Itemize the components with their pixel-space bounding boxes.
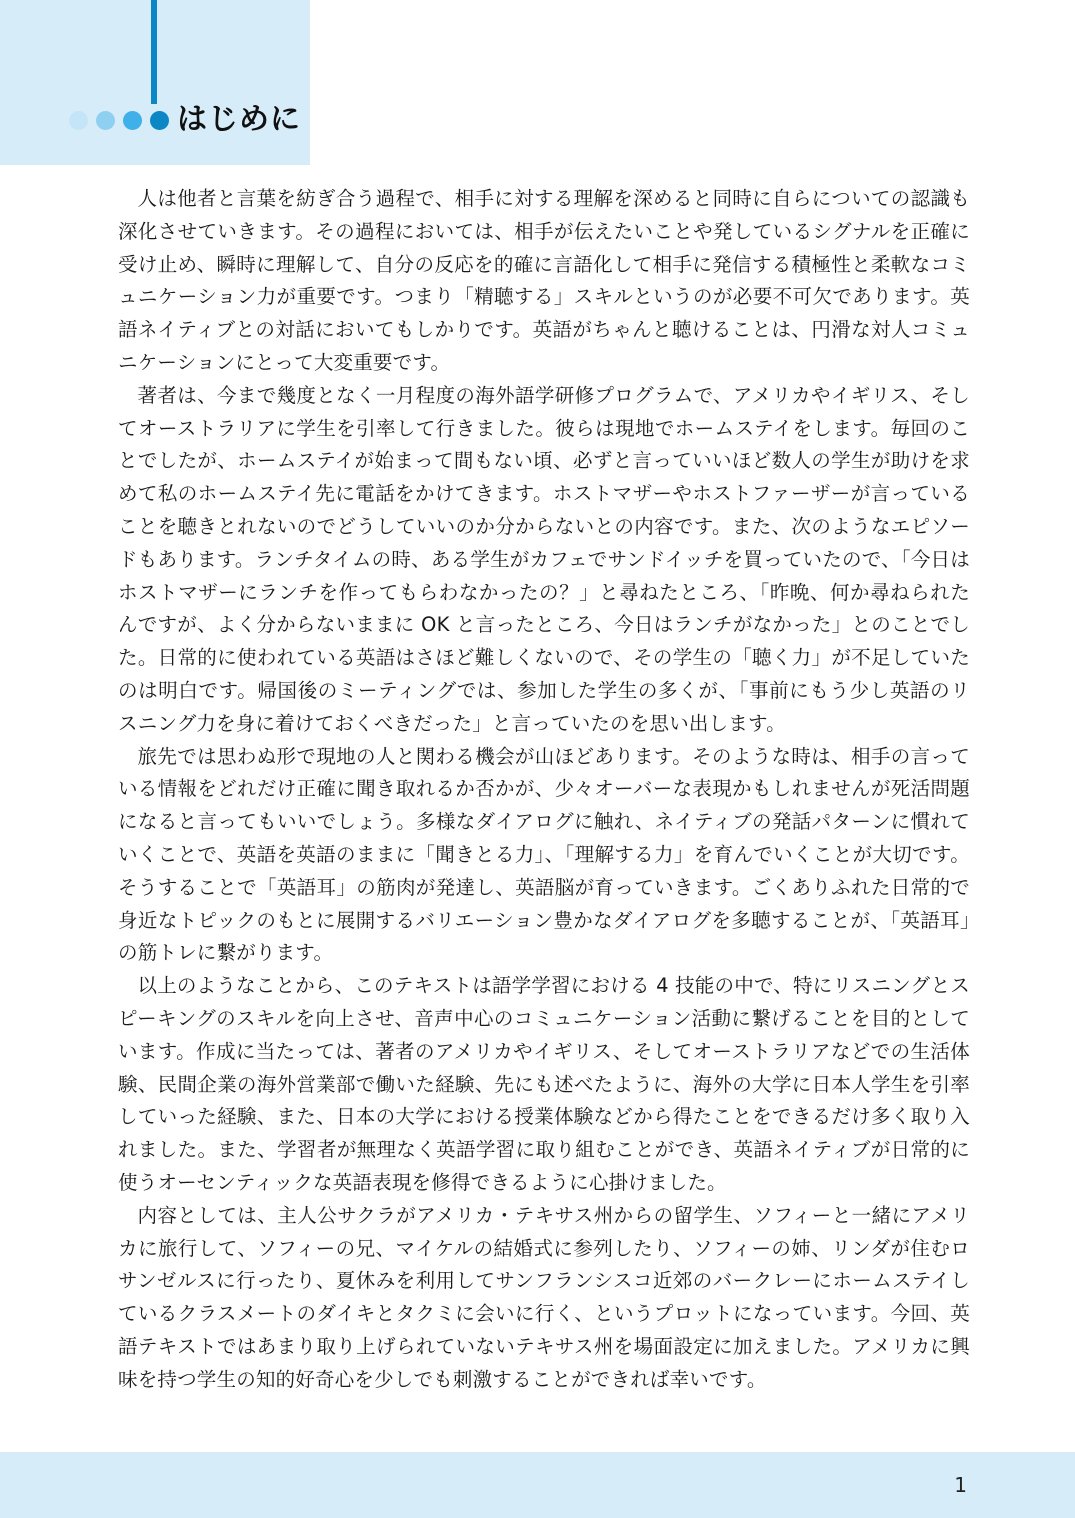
header-dot-3 — [123, 111, 142, 130]
paragraph: 内容としては、主人公サクラがアメリカ・テキサス州からの留学生、ソフィーと一緒にアメリカに旅行して、ソフィーの兄、マイケルの結婚式に参列したり、ソフィーの姉、リンダが住むロサンゼルスに行ったり、夏休みを利用してサンフランシスコ近郊のバークレーにホームステイしているクラスメートのダイキとタクミに会いに行く、というプロットになっています。今回、英語テキストではあまり取り上げられていないテキサス州を場面設定に加えました。アメリカに興味を持つ学生の知的好奇心を少しでも刺激することができれば幸いです。 — [118, 1203, 970, 1391]
paragraph: 以上のようなことから、このテキストは語学学習における 4 技能の中で、特にリスニングとスピーキングのスキルを向上させ、音声中心のコミュニケーション活動に繋げることを目的としています。作成に当たっては、著者のアメリカやイギリス、そしてオーストラリアなどでの生活体験、民間企業の海外営業部で働いた経験、先にも述べたように、海外の大学に日本人学生を引率していった経験、また、日本の大学における授業体験などから得たことをできるだけ多く取り入れました。また、学習者が無理なく英語学習に取り組むことができ、英語ネイティブが日常的に使うオーセンティックな英語表現を修得できるように心掛けました。 — [118, 974, 970, 1194]
page-title: はじめに — [177, 102, 301, 137]
header-dots — [69, 111, 169, 131]
paragraph: 旅先では思わぬ形で現地の人と関わる機会が山ほどあります。そのような時は、相手の言っている情報をどれだけ正確に聞き取れるか否かが、少々オーバーな表現かもしれませんが死活問題になると言ってもいいでしょう。多様なダイアログに触れ、ネイティブの発話パターンに慣れていくことで、英語を英語のままに「聞きとる力」、「理解する力」を育んでいくことが大切です。そうすることで「英語耳」の筋肉が発達し、英語脳が育っていきます。ごくありふれた日常的で身近なトピックのもとに展開するバリエーション豊かなダイアログを多聴することが、「英語耳」の筋トレに繋がります。 — [118, 744, 970, 965]
body-text — [118, 183, 970, 1396]
page-number: 1 — [954, 1473, 967, 1497]
header-accent-bar — [151, 0, 157, 104]
header-dot-4 — [150, 111, 169, 130]
paragraph: 人は他者と言葉を紡ぎ合う過程で、相手に対する理解を深めると同時に自らについての認識も深化させていきます。その過程においては、相手が伝えたいことや発しているシグナルを正確に受け止め、瞬時に理解して、自分の反応を的確に言語化して相手に発信する積極性と柔軟なコミュニケーション力が重要です。つまり「精聴する」スキルというのが必要不可欠であります。英語ネイティブとの対話においてもしかりです。英語がちゃんと聴けることは、円滑な対人コミュニケーションにとって大変重要です。 — [118, 187, 970, 374]
footer-band — [0, 1452, 1075, 1518]
paragraph: 著者は、今まで幾度となく一月程度の海外語学研修プログラムで、アメリカやイギリス、そしてオーストラリアに学生を引率して行きました。彼らは現地でホームステイをします。毎回のことでしたが、ホームステイが始まって間もない頃、必ずと言っていいほど数人の学生が助けを求めて私のホームステイ先に電話をかけてきます。ホストマザーやホストファーザーが言っていることを聴きとれないのでどうしていいのか分からないとの内容です。また、次のようなエピソードもあります。ランチタイムの時、ある学生がカフェでサンドイッチを買っていたので、「今日はホストマザーにランチを作ってもらわなかったの？」と尋ねたところ、「昨晩、何か尋ねられたんですが、よく分からないままに OK と言ったところ、今日はランチがなかった」とのことでした。日常的に使われている英語はさほど難しくないので、その学生の「聴く力」が不足していたのは明白です。帰国後のミーティングでは、参加した学生の多くが、「事前にもう少し英語のリスニング力を身に着けておくべきだった」と言っていたのを思い出します。 — [118, 383, 970, 735]
header-dot-2 — [96, 111, 115, 130]
header-dot-1 — [69, 111, 88, 130]
